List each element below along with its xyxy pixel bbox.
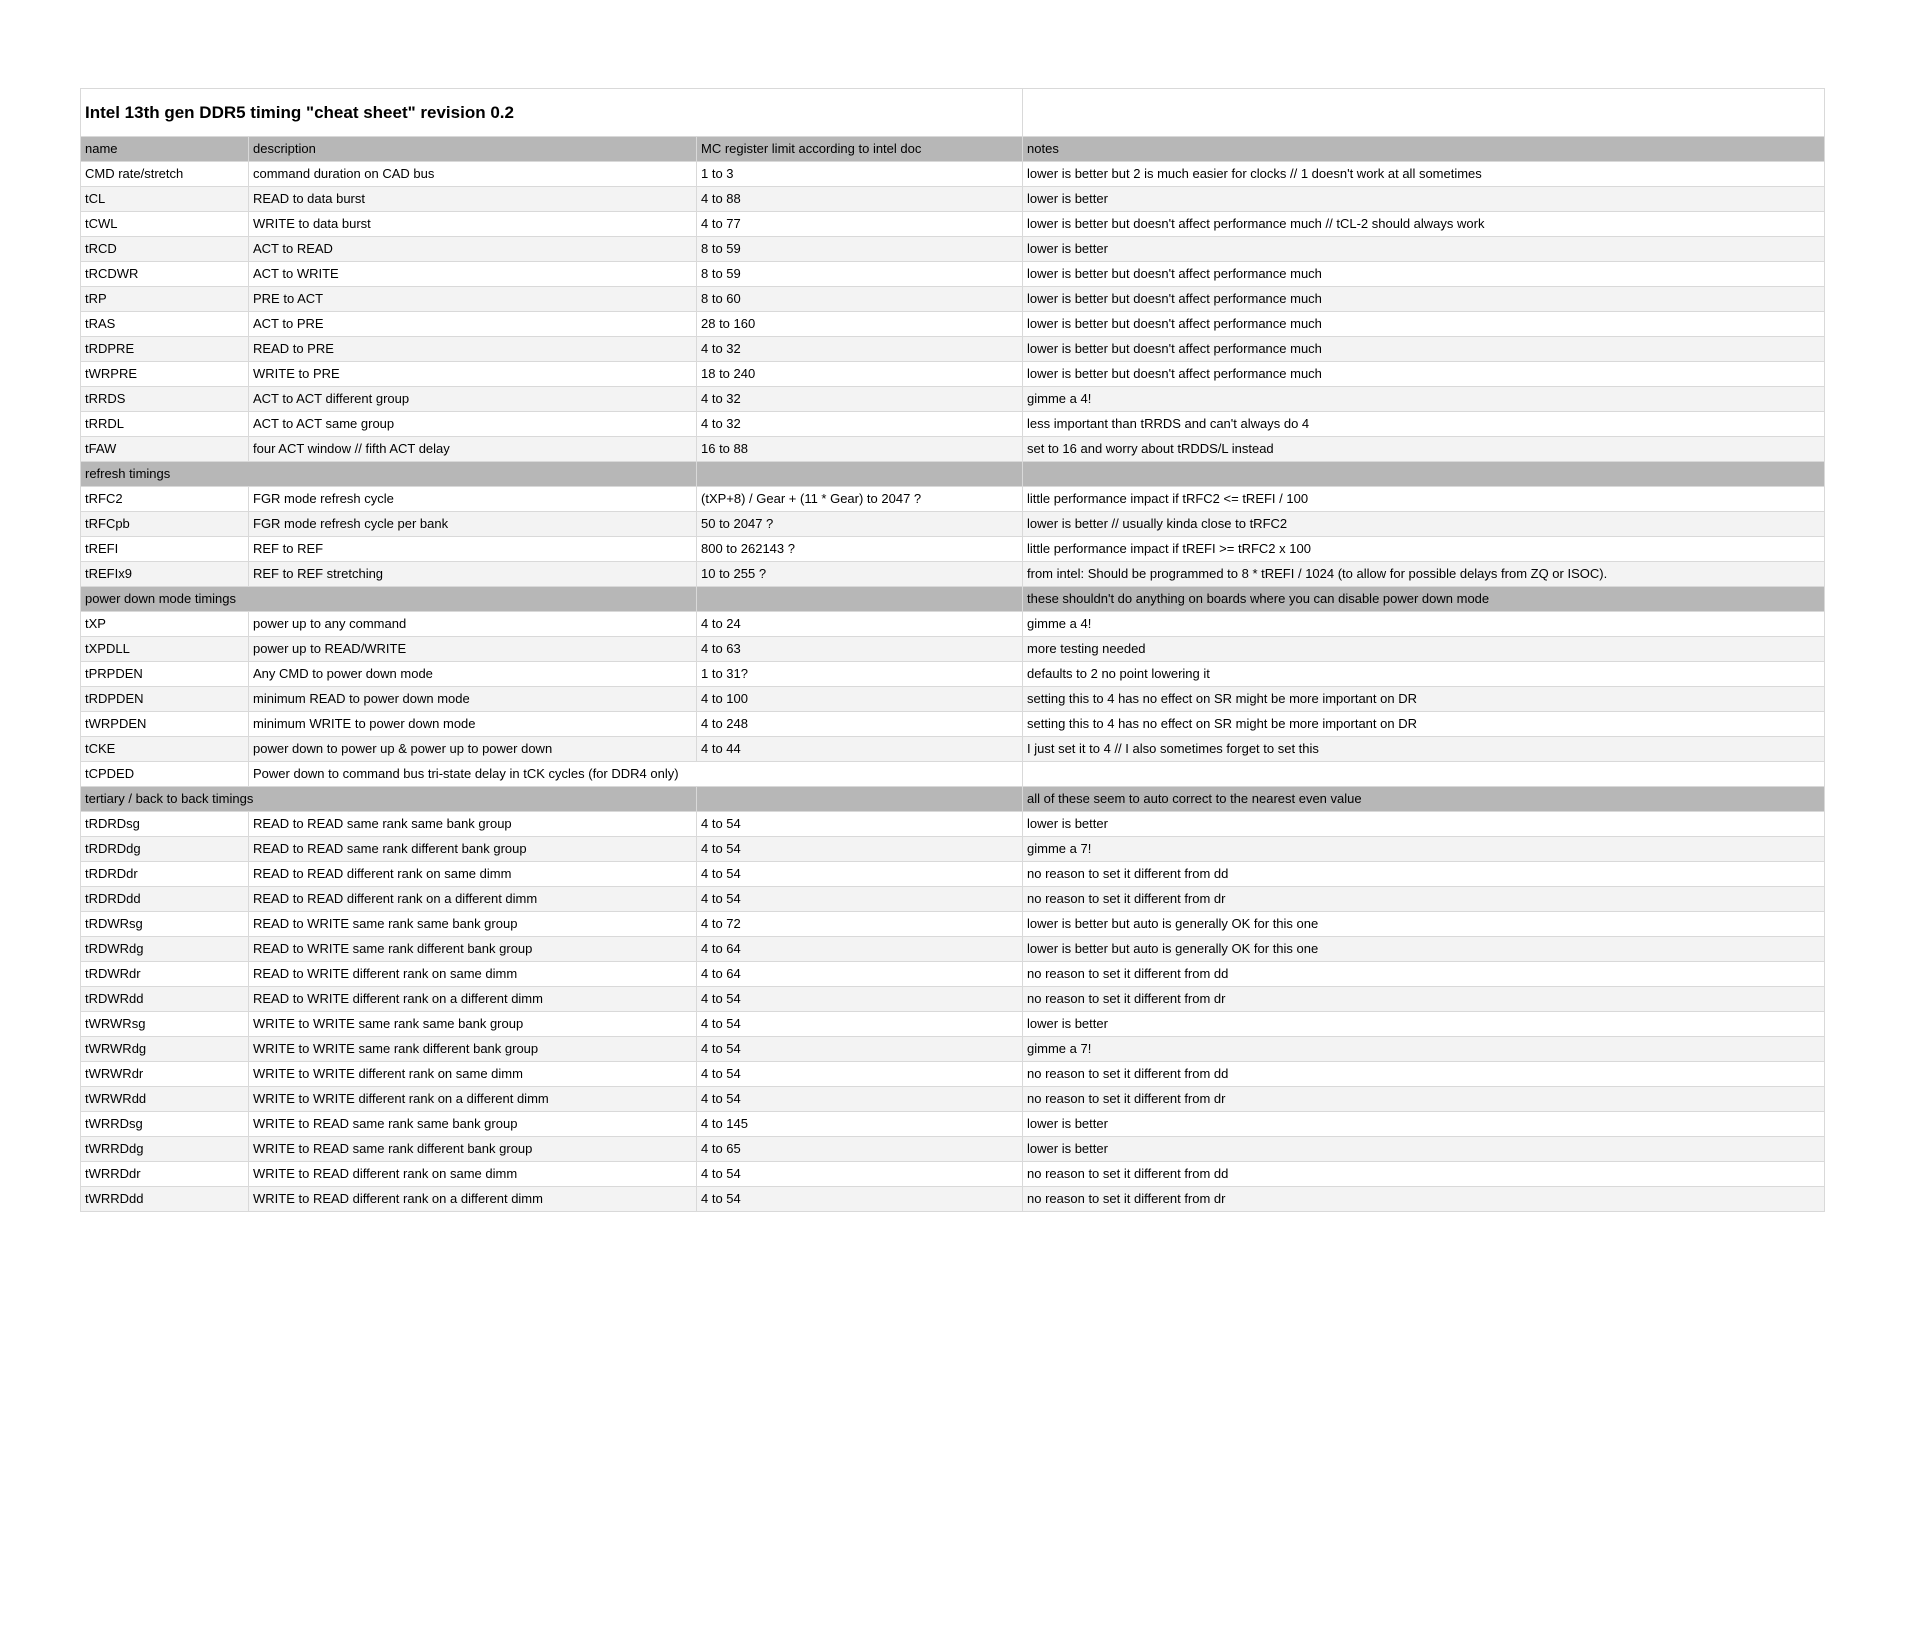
notes-cell: less important than tRRDS and can't always do 4 [1023, 412, 1825, 437]
description-cell: Power down to command bus tri-state delay in tCK cycles (for DDR4 only) [249, 762, 1023, 787]
limit-cell: 18 to 240 [697, 362, 1023, 387]
description-cell: WRITE to WRITE same rank different bank group [249, 1037, 697, 1062]
name-cell: tRDWRdd [81, 987, 249, 1012]
limit-cell: 4 to 54 [697, 1037, 1023, 1062]
table-row [81, 987, 1825, 1012]
page-title: Intel 13th gen DDR5 timing "cheat sheet" revision 0.2 [81, 89, 1023, 137]
table-row [81, 362, 1825, 387]
section-limit-cell [697, 587, 1023, 612]
name-cell: tWRRDsg [81, 1112, 249, 1137]
table-row [81, 187, 1825, 212]
description-cell: ACT to ACT different group [249, 387, 697, 412]
description-cell: WRITE to WRITE different rank on same dimm [249, 1062, 697, 1087]
notes-cell: lower is better [1023, 187, 1825, 212]
notes-cell: no reason to set it different from dd [1023, 1162, 1825, 1187]
description-cell: power up to any command [249, 612, 697, 637]
notes-cell: I just set it to 4 // I also sometimes forget to set this [1023, 737, 1825, 762]
notes-cell: no reason to set it different from dd [1023, 862, 1825, 887]
notes-cell: no reason to set it different from dr [1023, 1187, 1825, 1212]
limit-cell: 50 to 2047 ? [697, 512, 1023, 537]
limit-cell: 4 to 64 [697, 937, 1023, 962]
name-cell: tCKE [81, 737, 249, 762]
table-row [81, 1062, 1825, 1087]
notes-cell [1023, 762, 1825, 787]
name-cell: tWRWRdr [81, 1062, 249, 1087]
notes-cell: from intel: Should be programmed to 8 * tREFI / 1024 (to allow for possible delays from ZQ or ISOC). [1023, 562, 1825, 587]
name-cell: tRAS [81, 312, 249, 337]
name-cell: tWRRDdd [81, 1187, 249, 1212]
notes-cell: no reason to set it different from dr [1023, 887, 1825, 912]
description-cell: minimum READ to power down mode [249, 687, 697, 712]
name-cell: tRRDL [81, 412, 249, 437]
description-cell: WRITE to READ different rank on same dimm [249, 1162, 697, 1187]
description-cell: READ to data burst [249, 187, 697, 212]
title-row [81, 89, 1825, 137]
limit-cell: 4 to 54 [697, 887, 1023, 912]
name-cell: tRDWRdr [81, 962, 249, 987]
notes-cell: gimme a 4! [1023, 612, 1825, 637]
notes-cell: no reason to set it different from dd [1023, 1062, 1825, 1087]
notes-cell: gimme a 4! [1023, 387, 1825, 412]
limit-cell: 4 to 54 [697, 1012, 1023, 1037]
description-cell: Any CMD to power down mode [249, 662, 697, 687]
name-cell: tRRDS [81, 387, 249, 412]
description-cell: WRITE to PRE [249, 362, 697, 387]
table-row [81, 412, 1825, 437]
table-row [81, 512, 1825, 537]
column-header-limit: MC register limit according to intel doc [697, 137, 1023, 162]
name-cell: tWRWRsg [81, 1012, 249, 1037]
notes-cell: lower is better but doesn't affect performance much [1023, 262, 1825, 287]
description-cell: READ to WRITE same rank different bank group [249, 937, 697, 962]
table-row [81, 287, 1825, 312]
limit-cell: 1 to 31? [697, 662, 1023, 687]
notes-cell: setting this to 4 has no effect on SR might be more important on DR [1023, 687, 1825, 712]
notes-cell: little performance impact if tRFC2 <= tREFI / 100 [1023, 487, 1825, 512]
notes-cell: no reason to set it different from dr [1023, 987, 1825, 1012]
description-cell: REF to REF stretching [249, 562, 697, 587]
limit-cell: 4 to 32 [697, 337, 1023, 362]
notes-cell: lower is better [1023, 237, 1825, 262]
name-cell: tRCD [81, 237, 249, 262]
notes-cell: lower is better // usually kinda close to tRFC2 [1023, 512, 1825, 537]
table-row [81, 487, 1825, 512]
description-cell: ACT to ACT same group [249, 412, 697, 437]
name-cell: tRDRDdr [81, 862, 249, 887]
name-cell: tWRRDdr [81, 1162, 249, 1187]
section-notes-cell: all of these seem to auto correct to the nearest even value [1023, 787, 1825, 812]
name-cell: tRDRDdg [81, 837, 249, 862]
description-cell: FGR mode refresh cycle per bank [249, 512, 697, 537]
section-row [81, 587, 1825, 612]
name-cell: tRDRDsg [81, 812, 249, 837]
table-row [81, 887, 1825, 912]
name-cell: tWRPRE [81, 362, 249, 387]
notes-cell: no reason to set it different from dr [1023, 1087, 1825, 1112]
description-cell: PRE to ACT [249, 287, 697, 312]
name-cell: tRDPDEN [81, 687, 249, 712]
limit-cell: 4 to 54 [697, 1162, 1023, 1187]
table-row [81, 637, 1825, 662]
description-cell: WRITE to READ same rank same bank group [249, 1112, 697, 1137]
name-cell: tXP [81, 612, 249, 637]
limit-cell: 8 to 59 [697, 237, 1023, 262]
name-cell: tFAW [81, 437, 249, 462]
notes-cell: lower is better [1023, 1137, 1825, 1162]
limit-cell: 4 to 65 [697, 1137, 1023, 1162]
section-row [81, 462, 1825, 487]
description-cell: FGR mode refresh cycle [249, 487, 697, 512]
section-limit-cell [697, 787, 1023, 812]
limit-cell: 4 to 54 [697, 987, 1023, 1012]
table-row [81, 862, 1825, 887]
name-cell: tWRPDEN [81, 712, 249, 737]
limit-cell: 4 to 77 [697, 212, 1023, 237]
section-limit-cell [697, 462, 1023, 487]
name-cell: tWRWRdd [81, 1087, 249, 1112]
table-row [81, 1137, 1825, 1162]
table-row [81, 1112, 1825, 1137]
column-header-description: description [249, 137, 697, 162]
description-cell: WRITE to WRITE different rank on a different dimm [249, 1087, 697, 1112]
limit-cell: 4 to 24 [697, 612, 1023, 637]
name-cell: tRDPRE [81, 337, 249, 362]
notes-cell: gimme a 7! [1023, 837, 1825, 862]
limit-cell: 4 to 88 [697, 187, 1023, 212]
notes-cell: lower is better [1023, 1012, 1825, 1037]
limit-cell: 4 to 54 [697, 812, 1023, 837]
table-row [81, 312, 1825, 337]
description-cell: READ to WRITE different rank on same dimm [249, 962, 697, 987]
notes-cell: lower is better [1023, 812, 1825, 837]
section-label: power down mode timings [81, 587, 697, 612]
limit-cell: 800 to 262143 ? [697, 537, 1023, 562]
notes-cell: lower is better but doesn't affect performance much [1023, 362, 1825, 387]
name-cell: tRDWRsg [81, 912, 249, 937]
table-row [81, 337, 1825, 362]
table-row [81, 612, 1825, 637]
description-cell: ACT to PRE [249, 312, 697, 337]
name-cell: tRDRDdd [81, 887, 249, 912]
limit-cell: 4 to 72 [697, 912, 1023, 937]
notes-cell: set to 16 and worry about tRDDS/L instead [1023, 437, 1825, 462]
table-row [81, 212, 1825, 237]
table-row [81, 962, 1825, 987]
notes-cell: no reason to set it different from dd [1023, 962, 1825, 987]
description-cell: READ to WRITE different rank on a different dimm [249, 987, 697, 1012]
section-label: refresh timings [81, 462, 697, 487]
table-row [81, 162, 1825, 187]
description-cell: WRITE to READ different rank on a different dimm [249, 1187, 697, 1212]
table-row [81, 562, 1825, 587]
description-cell: power down to power up & power up to power down [249, 737, 697, 762]
ddr5-timing-table [80, 88, 1825, 1212]
name-cell: tCPDED [81, 762, 249, 787]
table-row [81, 762, 1825, 787]
column-header-row [81, 137, 1825, 162]
table-row [81, 1087, 1825, 1112]
limit-cell: 4 to 63 [697, 637, 1023, 662]
notes-cell: more testing needed [1023, 637, 1825, 662]
notes-cell: little performance impact if tREFI >= tRFC2 x 100 [1023, 537, 1825, 562]
column-header-notes: notes [1023, 137, 1825, 162]
notes-cell: lower is better but auto is generally OK for this one [1023, 937, 1825, 962]
limit-cell: 4 to 100 [697, 687, 1023, 712]
title-empty-cell [1023, 89, 1825, 137]
table-row [81, 737, 1825, 762]
name-cell: tCWL [81, 212, 249, 237]
notes-cell: lower is better but 2 is much easier for clocks // 1 doesn't work at all sometimes [1023, 162, 1825, 187]
limit-cell: 16 to 88 [697, 437, 1023, 462]
description-cell: command duration on CAD bus [249, 162, 697, 187]
section-label: tertiary / back to back timings [81, 787, 697, 812]
table-row [81, 437, 1825, 462]
table-row [81, 837, 1825, 862]
table-row [81, 712, 1825, 737]
table-row [81, 1012, 1825, 1037]
name-cell: tXPDLL [81, 637, 249, 662]
limit-cell: 8 to 59 [697, 262, 1023, 287]
description-cell: WRITE to WRITE same rank same bank group [249, 1012, 697, 1037]
notes-cell: lower is better [1023, 1112, 1825, 1137]
table-row [81, 387, 1825, 412]
name-cell: CMD rate/stretch [81, 162, 249, 187]
description-cell: minimum WRITE to power down mode [249, 712, 697, 737]
table-row [81, 537, 1825, 562]
limit-cell: 4 to 54 [697, 1062, 1023, 1087]
limit-cell: 4 to 145 [697, 1112, 1023, 1137]
name-cell: tRP [81, 287, 249, 312]
limit-cell: 1 to 3 [697, 162, 1023, 187]
limit-cell: 4 to 248 [697, 712, 1023, 737]
spreadsheet-page [80, 88, 1825, 1212]
name-cell: tRFCpb [81, 512, 249, 537]
description-cell: WRITE to READ same rank different bank group [249, 1137, 697, 1162]
limit-cell: (tXP+8) / Gear + (11 * Gear) to 2047 ? [697, 487, 1023, 512]
description-cell: READ to WRITE same rank same bank group [249, 912, 697, 937]
table-row [81, 812, 1825, 837]
name-cell: tCL [81, 187, 249, 212]
description-cell: WRITE to data burst [249, 212, 697, 237]
name-cell: tRCDWR [81, 262, 249, 287]
section-notes-cell [1023, 462, 1825, 487]
description-cell: READ to PRE [249, 337, 697, 362]
name-cell: tRFC2 [81, 487, 249, 512]
table-row [81, 662, 1825, 687]
limit-cell: 4 to 54 [697, 1187, 1023, 1212]
notes-cell: lower is better but auto is generally OK for this one [1023, 912, 1825, 937]
limit-cell: 4 to 44 [697, 737, 1023, 762]
notes-cell: lower is better but doesn't affect performance much // tCL-2 should always work [1023, 212, 1825, 237]
notes-cell: defaults to 2 no point lowering it [1023, 662, 1825, 687]
name-cell: tWRRDdg [81, 1137, 249, 1162]
table-body [81, 162, 1825, 1212]
section-row [81, 787, 1825, 812]
table-row [81, 1037, 1825, 1062]
name-cell: tRDWRdg [81, 937, 249, 962]
limit-cell: 4 to 32 [697, 412, 1023, 437]
notes-cell: lower is better but doesn't affect performance much [1023, 287, 1825, 312]
name-cell: tREFI [81, 537, 249, 562]
limit-cell: 4 to 54 [697, 862, 1023, 887]
column-header-name: name [81, 137, 249, 162]
notes-cell: gimme a 7! [1023, 1037, 1825, 1062]
limit-cell: 28 to 160 [697, 312, 1023, 337]
section-notes-cell: these shouldn't do anything on boards where you can disable power down mode [1023, 587, 1825, 612]
table-row [81, 1187, 1825, 1212]
description-cell: power up to READ/WRITE [249, 637, 697, 662]
description-cell: four ACT window // fifth ACT delay [249, 437, 697, 462]
table-row [81, 262, 1825, 287]
notes-cell: setting this to 4 has no effect on SR might be more important on DR [1023, 712, 1825, 737]
table-row [81, 237, 1825, 262]
limit-cell: 10 to 255 ? [697, 562, 1023, 587]
notes-cell: lower is better but doesn't affect performance much [1023, 312, 1825, 337]
table-row [81, 937, 1825, 962]
table-row [81, 912, 1825, 937]
description-cell: REF to REF [249, 537, 697, 562]
description-cell: ACT to READ [249, 237, 697, 262]
limit-cell: 4 to 54 [697, 1087, 1023, 1112]
name-cell: tREFIx9 [81, 562, 249, 587]
name-cell: tPRPDEN [81, 662, 249, 687]
limit-cell: 4 to 32 [697, 387, 1023, 412]
table-row [81, 1162, 1825, 1187]
table-row [81, 687, 1825, 712]
notes-cell: lower is better but doesn't affect performance much [1023, 337, 1825, 362]
description-cell: READ to READ same rank different bank group [249, 837, 697, 862]
limit-cell: 4 to 54 [697, 837, 1023, 862]
description-cell: READ to READ different rank on a different dimm [249, 887, 697, 912]
description-cell: READ to READ same rank same bank group [249, 812, 697, 837]
description-cell: READ to READ different rank on same dimm [249, 862, 697, 887]
description-cell: ACT to WRITE [249, 262, 697, 287]
name-cell: tWRWRdg [81, 1037, 249, 1062]
limit-cell: 8 to 60 [697, 287, 1023, 312]
limit-cell: 4 to 64 [697, 962, 1023, 987]
